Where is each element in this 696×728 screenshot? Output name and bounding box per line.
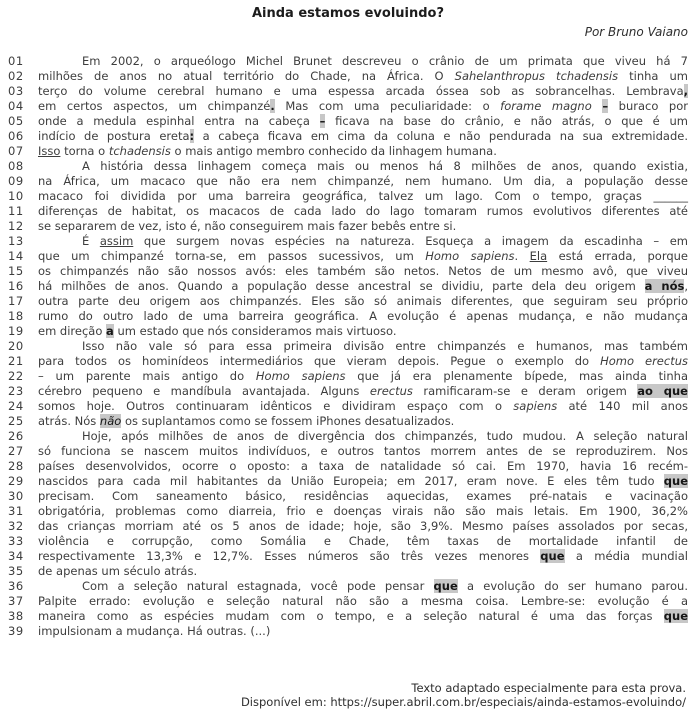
line-text (38, 474, 688, 489)
line-segment: Palpite errado: evolução e seleção natural não são a mesma coisa. Lembre-se: evolução é a (38, 594, 688, 608)
line-segment: das crianças morriam até os 5 anos de idade; hoje, são 3,9%. Mesmo países assolados por secas, (38, 519, 688, 533)
line-segment: há milhões de anos. Quando a população desse ancestral se dividiu, parte dela deu origem (38, 279, 645, 293)
line-text (38, 564, 688, 579)
line-segment: em direção (38, 324, 107, 338)
line-number: 27 (8, 444, 24, 458)
line-segment: maneira como as espécies mudam com o tempo, e a seleção natural é uma das forças (38, 609, 664, 623)
text-line-row (8, 204, 688, 219)
text-line-row (8, 324, 688, 339)
line-number: 37 (8, 594, 24, 608)
line-segment-bh: , (683, 84, 688, 98)
text-line-row (8, 69, 688, 84)
line-segment-bh: que (663, 609, 688, 623)
text-line-row (8, 459, 688, 474)
text-line-row (8, 504, 688, 519)
text-line-row (8, 294, 688, 309)
line-segment: a evolução do ser humano parou. (457, 579, 689, 593)
line-text (38, 144, 688, 159)
line-segment: atrás. Nós (38, 414, 100, 428)
line-text (38, 84, 688, 99)
line-text (38, 594, 688, 609)
line-text (38, 189, 688, 204)
line-segment (592, 99, 603, 113)
text-line-row (8, 474, 688, 489)
text-line-row (8, 99, 688, 114)
line-segment-i: Homo erectus (600, 354, 688, 368)
text-line-row (8, 249, 688, 264)
adaptation-note: Texto adaptado especialmente para esta prova. (411, 681, 686, 695)
text-line-row (8, 159, 688, 174)
line-segment: buraco por (608, 99, 688, 113)
line-segment-bh: . (270, 99, 275, 113)
text-line-row (8, 594, 688, 609)
line-segment: os chimpanzés não são nossos avós: eles também são netos. Netos de um mesmo avô, que viveu (38, 264, 688, 278)
line-segment: para todos os hominídeos intermediários que vieram depois. Pegue o exemplo do (38, 354, 601, 368)
line-text (38, 549, 688, 564)
text-line-row (8, 174, 688, 189)
line-text (38, 414, 688, 429)
text-line-row (8, 579, 688, 594)
line-text (38, 519, 688, 534)
line-number: 15 (8, 264, 24, 278)
text-lines (8, 54, 688, 639)
line-text (38, 534, 688, 549)
text-line-row (8, 189, 688, 204)
text-line-row (8, 234, 688, 249)
line-segment: países desenvolvidos, ocorre o oposto: a taxa de natalidade só cai. Em 1970, havia 16 recém- (38, 459, 688, 473)
line-segment: onde a medula espinhal entra na cabeça (38, 114, 320, 128)
text-line-row (8, 384, 688, 399)
line-segment: milhões de anos no atual território do Chade, na África. O (38, 69, 455, 83)
text-line-row (8, 144, 688, 159)
line-text (38, 69, 688, 84)
page-title: Ainda estamos evoluindo? (251, 6, 445, 21)
text-line-row (8, 309, 688, 324)
text-line-row (8, 489, 688, 504)
line-segment: a cabeça ficava em cima da coluna e não pendurada na sua extremidade. (194, 129, 688, 143)
line-segment: que já era plenamente bípede, mas ainda tinha (345, 369, 689, 383)
line-text (38, 624, 688, 639)
line-segment-bh: que (663, 474, 688, 488)
line-segment-u: Isso (38, 144, 61, 158)
line-segment-i: Homo sapiens (255, 369, 346, 383)
text-line-row (8, 369, 688, 384)
text-line-row (8, 339, 688, 354)
line-segment: somos hoje. Outros continuaram idênticos e dividiram espaço com o (38, 399, 514, 413)
line-segment: ficava na base do crânio, e não atrás, o que é um (325, 114, 688, 128)
text-line-row (8, 54, 688, 69)
source-url: Disponível em: https://super.abril.com.br/especiais/ainda-estamos-evoluindo/ (240, 695, 686, 709)
line-number: 30 (8, 489, 24, 503)
line-segment: Hoje, após milhões de anos de divergência dos chimpanzés, tudo mudou. A seleção natural (82, 429, 688, 443)
line-text (38, 129, 688, 144)
line-number: 28 (8, 459, 24, 473)
line-segment: Em 2002, o arqueólogo Michel Brunet descreveu o crânio de um primata que viveu há 7 (82, 54, 688, 68)
line-text (38, 234, 688, 249)
author-byline: Por Bruno Vaiano (584, 25, 688, 39)
line-segment: , (684, 279, 688, 293)
line-text (38, 279, 688, 294)
line-text (38, 249, 688, 264)
line-number: 03 (8, 84, 24, 98)
line-segment: que um chimpanzé torna-se, em passos sucessivos, um (38, 249, 426, 263)
line-segment: nascidos para cada mil habitantes da União Europeia; em 2017, eram nove. E eles têm tudo (38, 474, 664, 488)
line-number: 23 (8, 384, 24, 398)
line-segment: – um parente mais antigo do (38, 369, 256, 383)
line-segment: ramificaram-se e deram origem (412, 384, 638, 398)
text-line-row (8, 444, 688, 459)
text-line-row (8, 609, 688, 624)
line-number: 32 (8, 519, 24, 533)
line-number: 17 (8, 294, 24, 308)
line-text (38, 219, 688, 234)
line-segment: até 140 mil anos (557, 399, 688, 413)
line-segment: Isso não vale só para essa primeira divisão entre chimpanzés e humanos, mas também (82, 339, 688, 353)
line-text (38, 399, 688, 414)
line-segment: Mas com uma peculiaridade: o (274, 99, 501, 113)
line-number: 24 (8, 399, 24, 413)
line-segment: violência e corrupção, como Somália e Chade, têm taxas de mortalidade infantil de (38, 534, 688, 548)
line-number: 14 (8, 249, 24, 263)
line-text (38, 54, 688, 69)
line-segment-bh: a nós (644, 279, 685, 293)
line-text (38, 294, 688, 309)
line-segment-bh: ao que (637, 384, 688, 398)
text-line-row (8, 129, 688, 144)
line-number: 01 (8, 54, 24, 68)
line-number: 08 (8, 159, 24, 173)
line-text (38, 204, 688, 219)
line-segment-bh: que (540, 549, 565, 563)
line-text (38, 159, 688, 174)
line-number: 36 (8, 579, 24, 593)
line-segment-bh: que (433, 579, 458, 593)
line-segment: A história dessa linhagem começa mais ou menos há 8 milhões de anos, quando existia, (82, 159, 688, 173)
line-segment: a média mundial (564, 549, 688, 563)
line-number: 25 (8, 414, 24, 428)
line-segment-bh: – (602, 99, 609, 113)
text-line-row (8, 399, 688, 414)
line-segment: torna o (60, 144, 109, 158)
line-number: 21 (8, 354, 24, 368)
line-segment-bh: – (319, 114, 326, 128)
line-segment: cérebro pequeno e mandíbula avantajada. Alguns (38, 384, 370, 398)
line-segment: É (82, 234, 100, 248)
line-segment: macaco foi dividida por uma barreira geográfica, talvez um lago. Com o tempo, graças ______ (38, 189, 688, 203)
line-number: 09 (8, 174, 24, 188)
line-text (38, 324, 688, 339)
line-text (38, 99, 688, 114)
text-line-row (8, 534, 688, 549)
line-segment-bh: : (189, 129, 195, 143)
line-number: 39 (8, 624, 24, 638)
line-number: 35 (8, 564, 24, 578)
line-text (38, 429, 688, 444)
line-segment: impulsionam a mudança. Há outras. (...) (38, 624, 271, 638)
line-segment: diferenças de habitat, os macacos de cada lado do lago tomaram rumos evolutivos diferentes até (38, 204, 688, 218)
text-line-row (8, 279, 688, 294)
line-segment: o mais antigo membro conhecido da linhagem humana. (170, 144, 497, 158)
line-number: 38 (8, 609, 24, 623)
line-number: 29 (8, 474, 24, 488)
line-number: 07 (8, 144, 24, 158)
line-text (38, 114, 688, 129)
line-text (38, 309, 688, 324)
line-segment: que surgem novas espécies na natureza. Esqueça a imagem da escadinha – em (133, 234, 689, 248)
line-segment: terço do volume cerebral humano e uma espessa arcada óssea sob as sobrancelhas. Lembrava (38, 84, 684, 98)
line-number: 11 (8, 204, 24, 218)
line-segment: Com a seleção natural estagnada, você pode pensar (82, 579, 434, 593)
text-line-row (8, 219, 688, 234)
text-line-row (8, 114, 688, 129)
line-number: 13 (8, 234, 24, 248)
line-segment: de apenas um século atrás. (38, 564, 198, 578)
line-segment-i: erectus (369, 384, 413, 398)
line-segment-u: Ela (529, 249, 548, 263)
line-segment: obrigatória, problemas como diarreia, frio e doenças virais não são mais letais. Em 1900, 36,2% (38, 504, 688, 518)
line-segment-i: Homo sapiens (425, 249, 515, 263)
line-number: 22 (8, 369, 24, 383)
text-line-row (8, 564, 688, 579)
line-text (38, 579, 688, 594)
line-number: 33 (8, 534, 24, 548)
line-number: 31 (8, 504, 24, 518)
line-segment-u: assim (99, 234, 134, 248)
text-line-row (8, 519, 688, 534)
text-line-row (8, 264, 688, 279)
line-segment-i: Sahelanthropus tchadensis (454, 69, 619, 83)
line-segment: . (514, 249, 530, 263)
line-segment: em certos aspectos, um chimpanzé (38, 99, 271, 113)
line-segment: precisam. Com saneamento básico, residências aquecidas, exames pré-natais e vacinação (38, 489, 688, 503)
line-text (38, 384, 688, 399)
text-line-row (8, 549, 688, 564)
line-segment: está errada, porque (547, 249, 689, 263)
line-segment: respectivamente 13,3% e 12,7%. Esses números são três vezes menores (38, 549, 541, 563)
line-segment: se separarem de vez, isto é, não conseguirem mais fazer bebês entre si. (38, 219, 457, 233)
line-text (38, 174, 688, 189)
line-text (38, 339, 688, 354)
line-text (38, 369, 688, 384)
line-text (38, 489, 688, 504)
text-line-row (8, 624, 688, 639)
line-segment: indício de postura ereta (38, 129, 190, 143)
line-number: 10 (8, 189, 24, 203)
line-number: 34 (8, 549, 24, 563)
line-number: 20 (8, 339, 24, 353)
line-segment: rumo do outro lado de uma barreira geográfica. A evolução é apenas mudança, e não mudança (38, 309, 688, 323)
line-segment: um estado que nós consideramos mais virtuoso. (113, 324, 397, 338)
line-text (38, 609, 688, 624)
line-segment-bh: a (106, 324, 114, 338)
source-footer (8, 681, 688, 709)
line-segment: tinha um (618, 69, 688, 83)
line-number: 05 (8, 114, 24, 128)
line-segment: outra parte deu origem aos chimpanzés. Eles são só animais diferentes, que seguiram seu próprio (38, 294, 688, 308)
line-segment-i: forame magno (500, 99, 592, 113)
line-number: 16 (8, 279, 24, 293)
text-line-row (8, 84, 688, 99)
line-number: 06 (8, 129, 24, 143)
line-segment-ih: não (99, 414, 122, 428)
line-number: 04 (8, 99, 24, 113)
text-line-row (8, 354, 688, 369)
line-segment-i: tchadensis (108, 144, 171, 158)
line-number: 12 (8, 219, 24, 233)
line-segment-i: sapiens (513, 399, 558, 413)
text-line-row (8, 429, 688, 444)
line-number: 19 (8, 324, 24, 338)
line-segment: só funciona se nascem muitos indivíduos, e outros tantos morrem antes de se reproduzirem. Nos (38, 444, 688, 458)
line-segment: na África, um macaco que não era nem chimpanzé, nem humano. Um dia, a população desse (38, 174, 688, 188)
line-number: 02 (8, 69, 24, 83)
line-text (38, 459, 688, 474)
line-number: 26 (8, 429, 24, 443)
text-line-row (8, 414, 688, 429)
line-text (38, 354, 688, 369)
line-number: 18 (8, 309, 24, 323)
line-segment: os suplantamos como se fossem iPhones desatualizados. (121, 414, 455, 428)
line-text (38, 504, 688, 519)
line-text (38, 264, 688, 279)
line-text (38, 444, 688, 459)
